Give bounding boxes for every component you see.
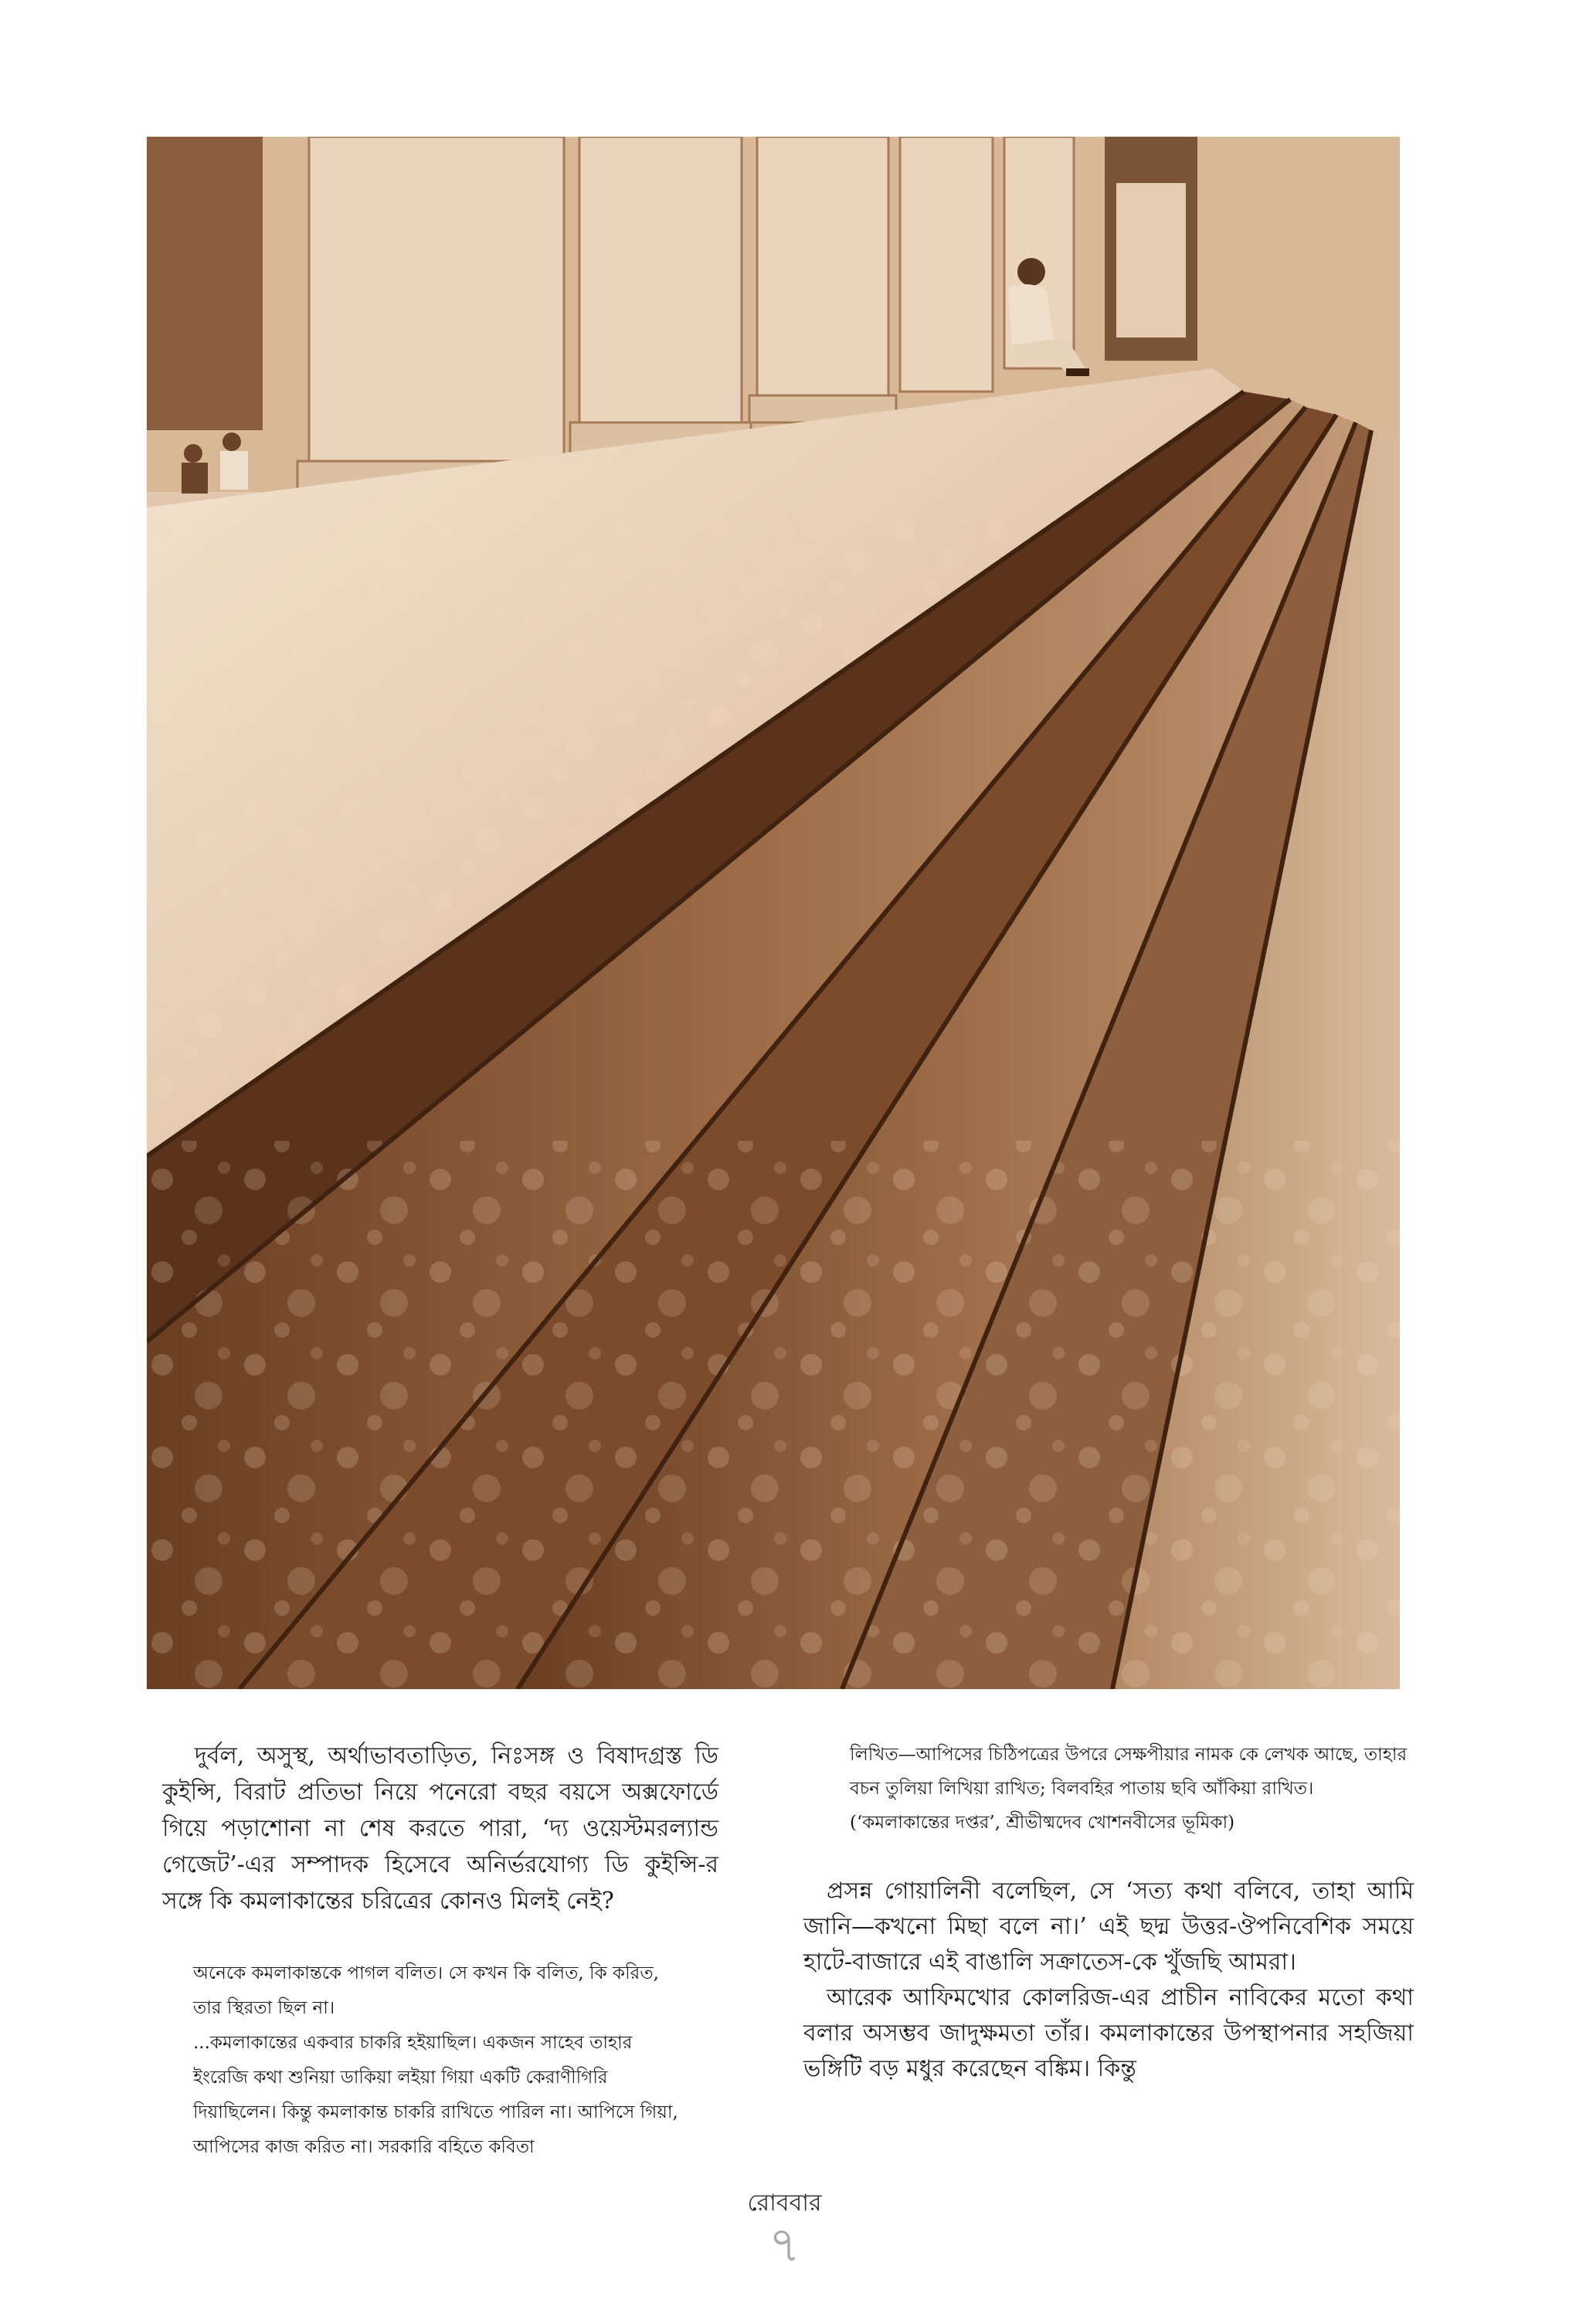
page-footer — [0, 2190, 1569, 2274]
lead-paragraph: দুর্বল, অসুস্থ, অর্থাভাবতাড়িত, নিঃসঙ্গ ও বিষাদগ্রস্ত ডি কুইন্সি, বিরাট প্রতিভা নিয়ে পনেরো বছর বয়সে অক্সফোর্ডে গিয়ে পড়াশোনা না শেষ করতে পারা, ‘দ্য ওয়েস্টমরল্যান্ড গেজেট’-এর সম্পাদক হিসেবে অনির্ভরযোগ্য ডি কুইন্সি-র সঙ্গে কি কমলাকান্তের চরিত্রের কোনও মিলই নেই? — [162, 1742, 718, 1915]
quote-continued: লিখিত—আপিসের চিঠিপত্রের উপরে সেক্ষপীয়ার নামক কে লেখক আছে, তাহার বচন তুলিয়া লিখিয়া রাখিত; বিলবহির পাতায় ছবি আঁকিয়া রাখিত। (‘কমলাকান্তের দপ্তর’, শ্রীভীষ্মদেব খোশনবীসের ভূমিকা) — [850, 1745, 1408, 1833]
body-text — [803, 1874, 1414, 2087]
steps-photograph-icon — [147, 137, 1400, 1689]
quote-paragraph: ...কমলাকান্তের একবার চাকরি হইয়াছিল। একজন সাহেব তাহার ইংরেজি কথা শুনিয়া ডাকিয়া লইয়া গিয়া একটি কেরাণীগিরি দিয়াছিলেন। কিন্তু কমলাকান্ত চাকরি রাখিতে পারিল না। আপিসে গিয়া, আপিসের কাজ করিত না। সরকারি বহিতে কবিতা — [193, 2033, 678, 2157]
quote-block — [162, 1956, 688, 2165]
masthead: রোববার — [747, 2190, 822, 2217]
right-column — [803, 1738, 1414, 2087]
body-paragraph: আরেক আফিমখোর কোলরিজ-এর প্রাচীন নাবিকের মতো কথা বলার অসম্ভব জাদুক্ষমতা তাঁর। কমলাকান্তের উপস্থাপনার সহজিয়া ভঙ্গিটি বড় মধুর করেছেন বঙ্কিম। কিন্তু — [803, 1984, 1414, 2082]
quote-paragraph: অনেকে কমলাকান্তকে পাগল বলিত। সে কখন কি বলিত, কি করিত, তার স্থিরতা ছিল না। — [193, 1963, 659, 2018]
left-column — [162, 1738, 718, 2165]
steps-photograph — [147, 137, 1400, 1689]
body-paragraph: প্রসন্ন গোয়ালিনী বলেছিল, সে ‘সত্য কথা বলিবে, তাহা আমি জানি—কখনো মিছা বলে না।’ এই ছদ্ম উত্তর-ঔপনিবেশিক সময়ে হাটে-বাজারে এই বাঙালি সক্রাতেস-কে খুঁজছি আমরা। — [803, 1878, 1414, 1976]
page-number: ৭ — [768, 2217, 801, 2274]
